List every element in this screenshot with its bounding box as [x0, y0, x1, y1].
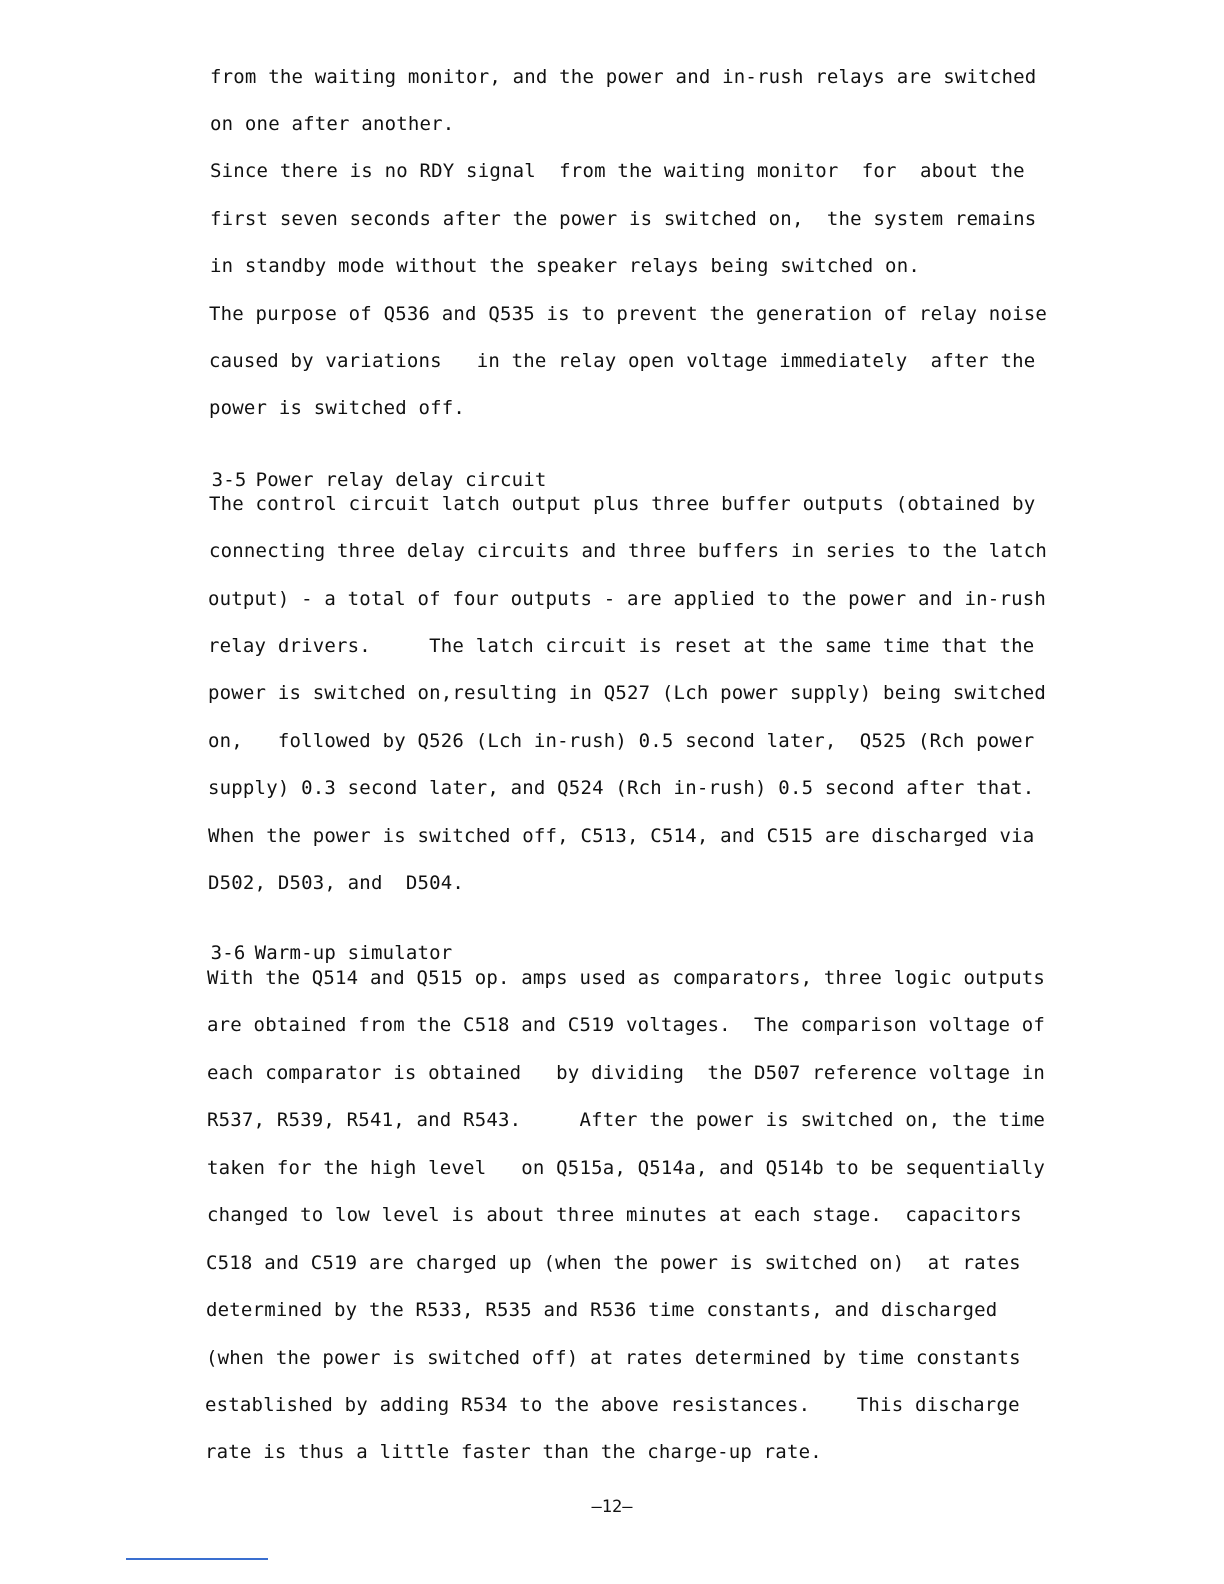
body-line: supply) 0.3 second later, and Q524 (Rch in-rush) 0.5 second after that. — [208, 777, 1035, 799]
body-line: rate is thus a little faster than the charge-up rate. — [205, 1441, 822, 1463]
body-line: output) - a total of four outputs - are applied to the power and in-rush — [208, 588, 1047, 610]
body-line: taken for the high level on Q515a, Q514a, and Q514b to be sequentially — [207, 1157, 1046, 1179]
body-line: in standby mode without the speaker relays being switched on. — [210, 255, 920, 277]
body-line: The control circuit latch output plus three buffer outputs (obtained by — [209, 493, 1036, 515]
body-line: R537, R539, R541, and R543. After the power is switched on, the time — [207, 1109, 1046, 1131]
section-title: Warm-up simulator — [254, 942, 453, 964]
body-line: are obtained from the C518 and C519 voltages. The comparison voltage of — [207, 1014, 1046, 1036]
body-line: on, followed by Q526 (Lch in-rush) 0.5 second later, Q525 (Rch power — [208, 730, 1035, 752]
body-line: from the waiting monitor, and the power and in-rush relays are switched — [210, 66, 1037, 88]
body-line: When the power is switched off, C513, C514, and C515 are discharged via — [208, 825, 1035, 847]
body-line: caused by variations in the relay open voltage immediately after the — [209, 350, 1036, 372]
body-line: each comparator is obtained by dividing the D507 reference voltage in — [207, 1062, 1046, 1084]
body-line: The purpose of Q536 and Q535 is to prevent the generation of relay noise — [209, 303, 1048, 325]
body-line: changed to low level is about three minutes at each stage. capacitors — [207, 1204, 1022, 1226]
body-line: established by adding R534 to the above resistances. This discharge — [205, 1394, 1020, 1416]
page-number: —12— — [591, 1497, 633, 1517]
body-line: D502, D503, and D504. — [208, 872, 465, 894]
body-line: on one after another. — [210, 113, 455, 135]
body-line: power is switched off. — [209, 397, 466, 419]
footer-rule — [126, 1558, 268, 1560]
body-line: determined by the R533, R535 and R536 time constants, and discharged — [206, 1299, 998, 1321]
body-line: With the Q514 and Q515 op. amps used as comparators, three logic outputs — [207, 967, 1046, 989]
section-number: 3-6 — [210, 942, 246, 964]
body-line: first seven seconds after the power is switched on, the system remains — [210, 208, 1037, 230]
body-line: relay drivers. The latch circuit is reset at the same time that the — [208, 635, 1035, 657]
body-line: Since there is no RDY signal from the waiting monitor for about the — [210, 160, 1025, 182]
body-line: C518 and C519 are charged up (when the power is switched on) at rates — [206, 1252, 1021, 1274]
body-line: (when the power is switched off) at rates determined by time constants — [206, 1347, 1021, 1369]
body-line: power is switched on,resulting in Q527 (Lch power supply) being switched — [208, 682, 1047, 704]
section-title: Power relay delay circuit — [255, 469, 547, 491]
section-number: 3-5 — [211, 469, 247, 491]
body-line: connecting three delay circuits and three buffers in series to the latch — [209, 540, 1048, 562]
